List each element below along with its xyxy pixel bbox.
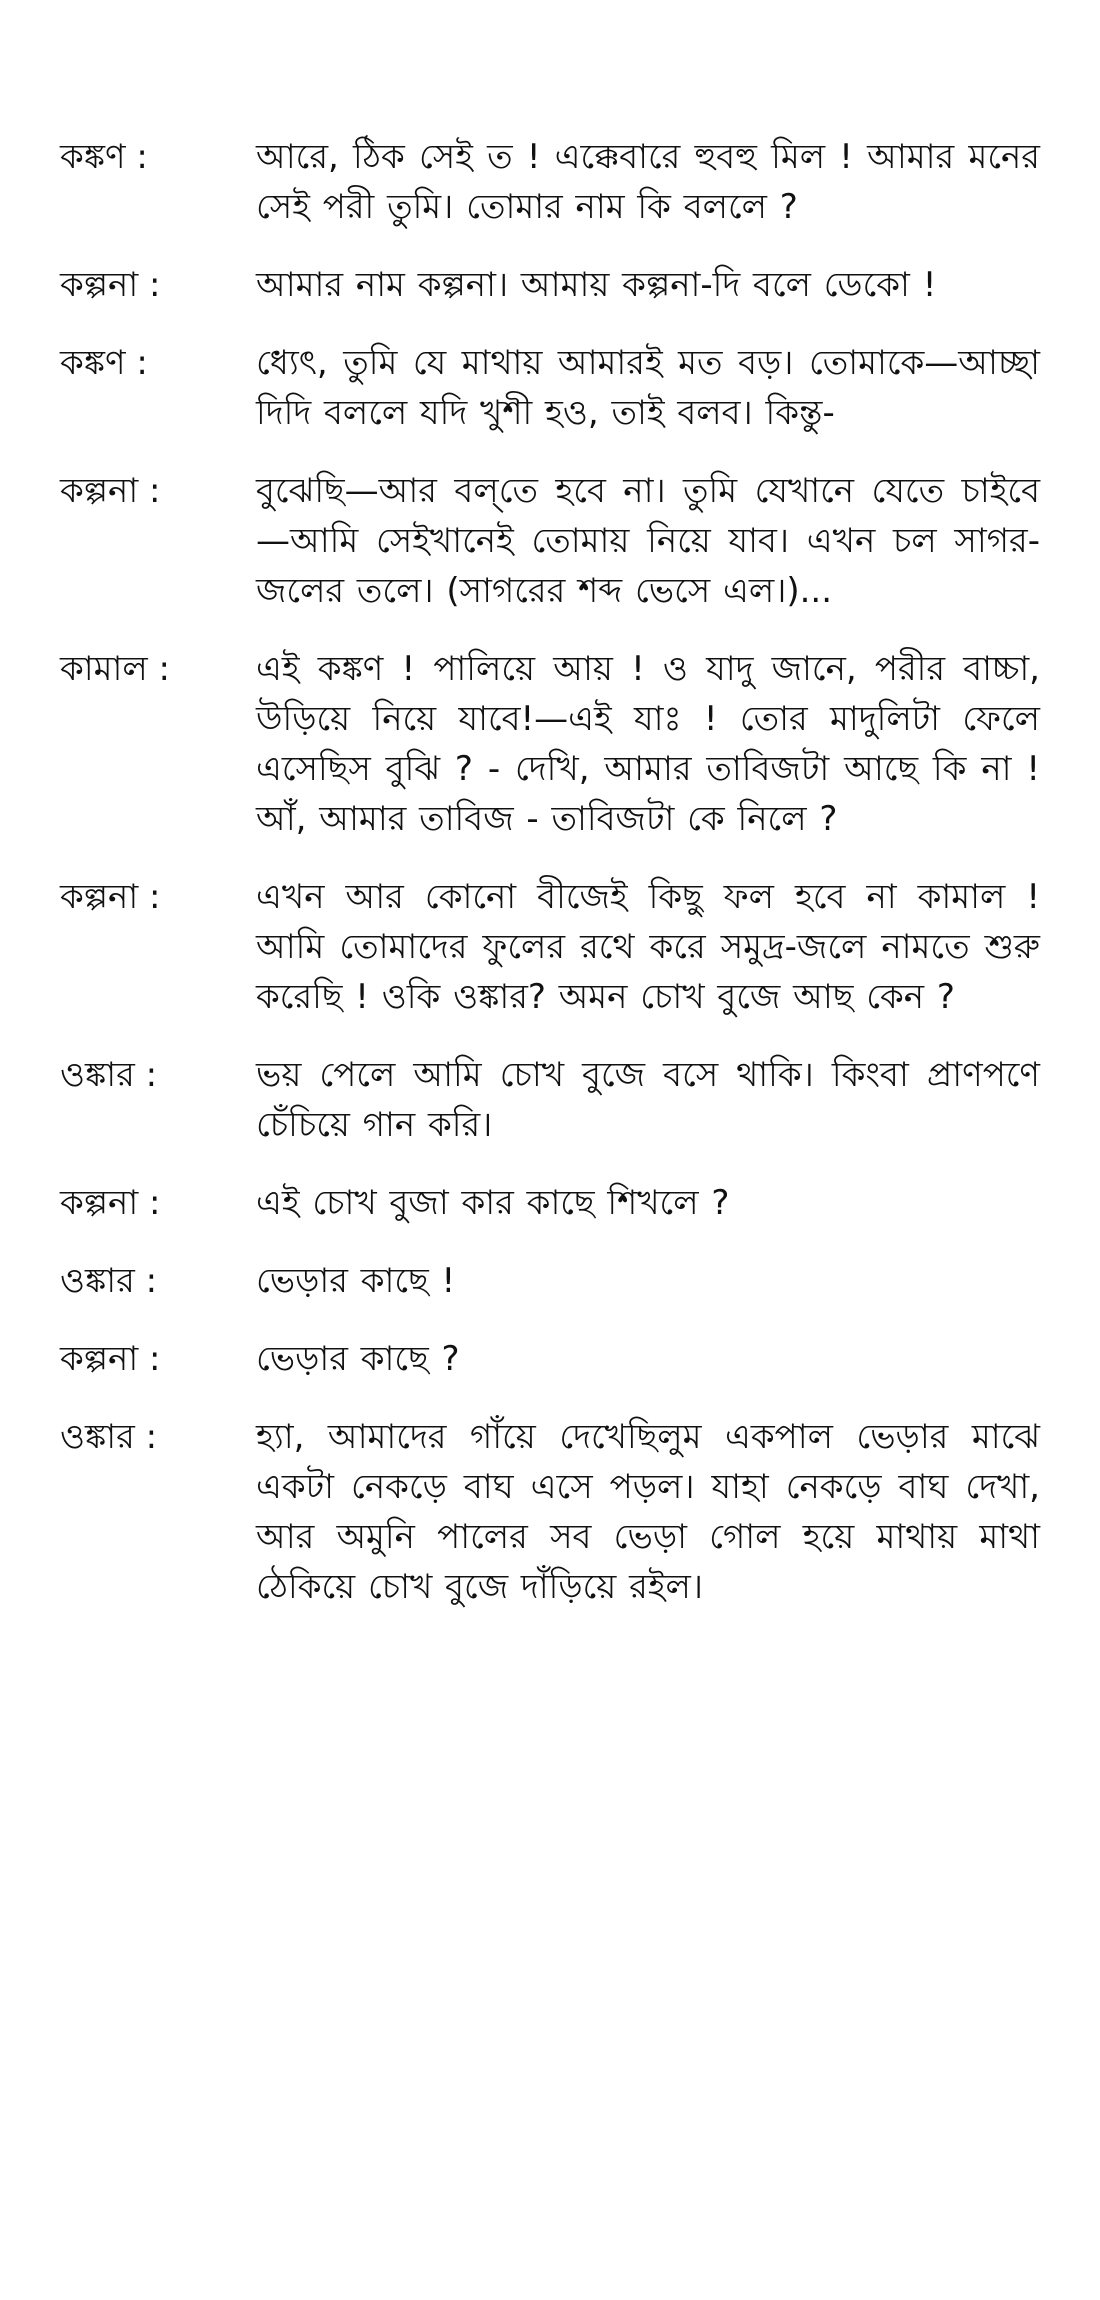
speaker-name: ওঙ্কার :: [60, 1055, 158, 1095]
speech-text: বুঝেছি—আর বল্‌তে হবে না। তুমি যেখানে যেতে চাইবে—আমি সেইখানেই তোমায় নিয়ে যাব। এখন চল সাগর-জলের তলে। (সাগরের শব্দ ভেসে এল।)...: [256, 471, 1040, 611]
speech-text: ভেড়ার কাছে !: [256, 1261, 456, 1301]
speech-text: এই কঙ্কণ ! পালিয়ে আয় ! ও যাদু জানে, পরীর বাচ্চা, উড়িয়ে নিয়ে যাবে!—এই যাঃ ! তোর মাদুলিটা ফেলে এসেছিস বুঝি ? - দেখি, আমার তাবিজটা আছে কি না ! আঁ, আমার তাবিজ - তাবিজটা কে নিলে ?: [256, 649, 1040, 839]
dialogue-line-2: [60, 260, 1040, 310]
dialogue-line-11: [60, 1412, 1040, 1612]
speech-text: ভয় পেলে আমি চোখ বুজে বসে থাকি। কিংবা প্রাণপণে চেঁচিয়ে গান করি।: [256, 1055, 1040, 1145]
dialogue-list: [60, 132, 1040, 1640]
speaker-name: কামাল :: [60, 649, 170, 689]
dialogue-line-9: [60, 1256, 1040, 1306]
speech-text: এখন আর কোনো বীজেই কিছু ফল হবে না কামাল ! আমি তোমাদের ফুলের রথে করে সমুদ্র-জলে নামতে শুরু করেছি ! ওকি ওঙ্কার? অমন চোখ বুজে আছ কেন ?: [256, 877, 1040, 1017]
dialogue-line-5: [60, 644, 1040, 844]
speaker-name: কল্পনা :: [60, 1339, 161, 1379]
speaker-name: কঙ্কণ :: [60, 137, 148, 177]
speech-text: ভেড়ার কাছে ?: [256, 1339, 460, 1379]
speech-text: আরে, ঠিক সেই ত ! এক্কেবারে হুবহু মিল ! আমার মনের সেই পরী তুমি। তোমার নাম কি বললে ?: [256, 137, 1040, 227]
dialogue-line-3: [60, 338, 1040, 438]
speaker-name: কঙ্কণ :: [60, 343, 148, 383]
dialogue-line-4: [60, 466, 1040, 616]
speaker-name: কল্পনা :: [60, 877, 161, 917]
speech-text: আমার নাম কল্পনা। আমায় কল্পনা-দি বলে ডেকো !: [256, 265, 937, 305]
speech-text: ধ্যেৎ, তুমি যে মাথায় আমারই মত বড়। তোমাকে—আচ্ছা দিদি বললে যদি খুশী হও, তাই বলব। কিন্তু-: [256, 343, 1040, 433]
speaker-name: ওঙ্কার :: [60, 1261, 158, 1301]
dialogue-line-1: [60, 132, 1040, 232]
dialogue-line-10: [60, 1334, 1040, 1384]
speaker-name: কল্পনা :: [60, 1183, 161, 1223]
speech-text: এই চোখ বুজা কার কাছে শিখলে ?: [256, 1183, 730, 1223]
dialogue-line-8: [60, 1178, 1040, 1228]
speaker-name: কল্পনা :: [60, 471, 161, 511]
speaker-name: ওঙ্কার :: [60, 1417, 158, 1457]
speaker-name: কল্পনা :: [60, 265, 161, 305]
dialogue-line-7: [60, 1050, 1040, 1150]
dialogue-line-6: [60, 872, 1040, 1022]
speech-text: হ্যা, আমাদের গাঁয়ে দেখেছিলুম একপাল ভেড়ার মাঝে একটা নেকড়ে বাঘ এসে পড়ল। যাহা নেকড়ে বাঘ দেখা, আর অমুনি পালের সব ভেড়া গোল হয়ে মাথায় মাথা ঠেকিয়ে চোখ বুজে দাঁড়িয়ে রইল।: [256, 1417, 1040, 1607]
